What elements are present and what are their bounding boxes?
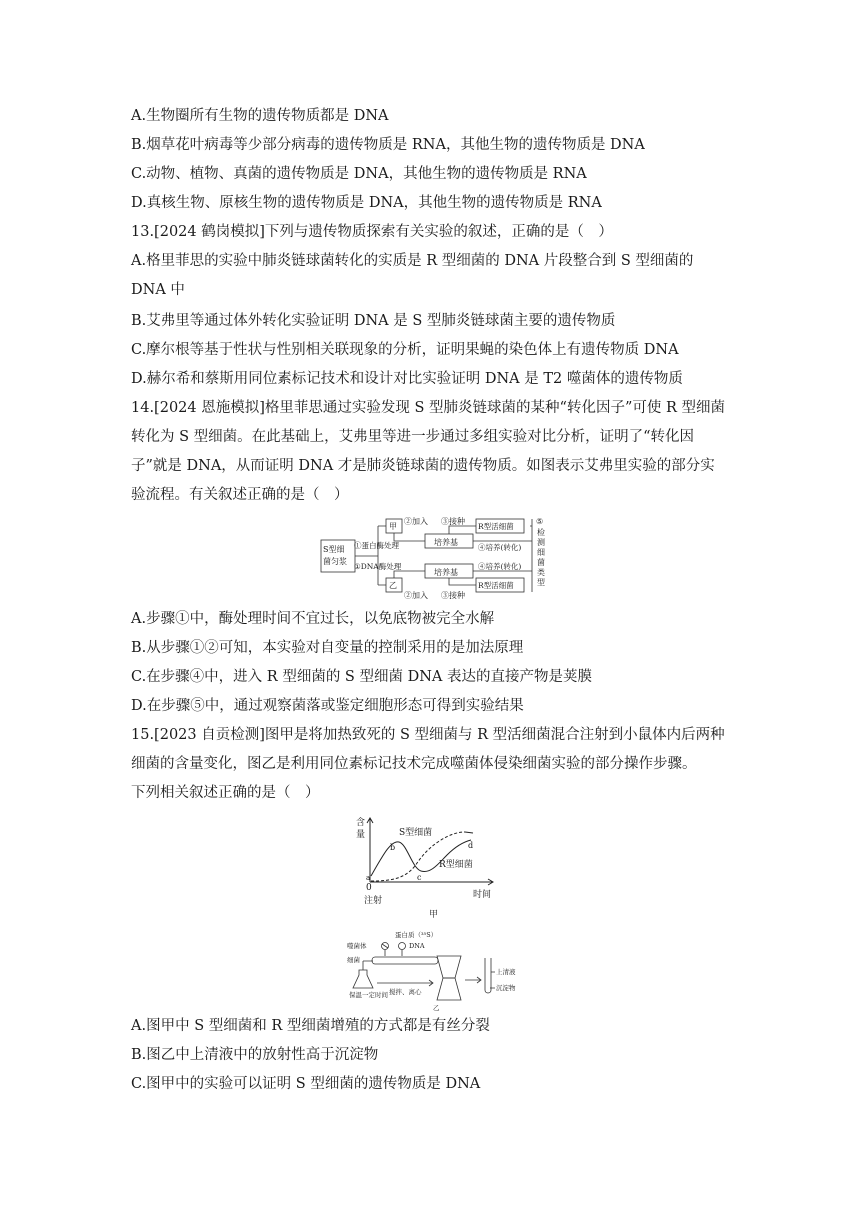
incubate-label: 保温一定时间 bbox=[349, 991, 388, 999]
option-13d: D.赫尔希和蔡斯用同位素标记技术和设计对比实验证明 DNA 是 T2 噬菌体的遗传物质 bbox=[131, 371, 683, 387]
phage-marker bbox=[382, 944, 388, 948]
step5-label-2: 检 bbox=[537, 528, 545, 537]
r-live-label-top: R型活细菌 bbox=[478, 522, 514, 531]
question-14-line-1: 14.[2024 恩施模拟]格里菲思通过实验发现 S 型肺炎链球菌的某种“转化因子”可使 R 型细菌 bbox=[131, 400, 725, 416]
protein-label: 蛋白质（³⁵S） bbox=[395, 931, 438, 939]
question-15-line-1: 15.[2023 自贡检测]图甲是将加热致死的 S 型细菌与 R 型活细菌混合注射到小鼠体内后两种 bbox=[131, 727, 725, 743]
step1-dnase: ①DNA酶处理 bbox=[354, 562, 402, 571]
step2-add-bottom: ②加入 bbox=[404, 591, 428, 600]
option-12b: B.烟草花叶病毒等少部分病毒的遗传物质是 RNA，其他生物的遗传物质是 DNA bbox=[131, 137, 645, 153]
step4-culture-top: ④培养(转化) bbox=[478, 543, 522, 552]
curve-tail-d bbox=[465, 832, 473, 833]
y-axis-label-2: 量 bbox=[356, 830, 366, 840]
bacterium-shape bbox=[372, 957, 438, 964]
incubation-flask-icon bbox=[353, 970, 373, 988]
option-13c: C.摩尔根等基于性状与性别相关联现象的分析，证明果蝇的染色体上有遗传物质 DNA bbox=[131, 342, 679, 358]
option-14b: B.从步骤①②可知，本实验对自变量的控制采用的是加法原理 bbox=[131, 640, 524, 656]
figure-15-graph-jia bbox=[355, 810, 515, 922]
option-13a-continued: DNA 中 bbox=[131, 282, 185, 298]
s-homogenate-label-1: S型细 bbox=[323, 545, 345, 554]
step5-label-3: 测 bbox=[537, 538, 545, 547]
question-14-line-2: 转化为 S 型细菌。在此基础上，艾弗里等进一步通过多组实验对比分析，证明了“转化因 bbox=[131, 429, 695, 445]
point-d-label: d bbox=[468, 841, 474, 850]
option-15b: B.图乙中上清液中的放射性高于沉淀物 bbox=[131, 1047, 379, 1063]
x-axis-label: 时间 bbox=[473, 890, 492, 900]
step2-add-top: ②加入 bbox=[404, 517, 428, 526]
question-15-line-2: 细菌的含量变化，图乙是利用同位素标记技术完成噬菌体侵染细菌实验的部分操作步骤。 bbox=[131, 756, 697, 772]
r-live-label-bottom: R型活细菌 bbox=[478, 581, 514, 590]
step4-culture-bottom: ④培养(转化) bbox=[478, 562, 522, 571]
figure-jia-caption: 甲 bbox=[429, 910, 439, 920]
option-14d: D.在步骤⑤中，通过观察菌落或鉴定细胞形态可得到实验结果 bbox=[131, 698, 524, 714]
centrifuge-tube-top bbox=[437, 956, 461, 978]
r-type-label: R型细菌 bbox=[439, 860, 473, 870]
figure-yi-caption: 乙 bbox=[433, 1004, 440, 1012]
s-type-label: S型细菌 bbox=[399, 828, 433, 838]
point-c-label: c bbox=[417, 873, 422, 882]
inject-label: 注射 bbox=[364, 896, 383, 906]
step5-label-1: ⑤ bbox=[536, 517, 544, 526]
centrifuge-tube-bottom bbox=[437, 978, 461, 1000]
question-15-line-3: 下列相关叙述正确的是（ ） bbox=[131, 785, 320, 801]
step1-protease: ①蛋白酶处理 bbox=[354, 541, 399, 550]
figure-15-diagram-yi bbox=[345, 928, 535, 1012]
phage-dna-core bbox=[399, 943, 406, 950]
y-axis bbox=[367, 818, 373, 882]
option-15c: C.图甲中的实验可以证明 S 型细菌的遗传物质是 DNA bbox=[131, 1076, 481, 1092]
dna-label: DNA bbox=[409, 942, 425, 950]
option-14c: C.在步骤④中，进入 R 型细菌的 S 型细菌 DNA 表达的直接产物是荚膜 bbox=[131, 669, 592, 685]
medium-label-top: 培养基 bbox=[434, 538, 458, 547]
phage-label: 噬菌体 bbox=[347, 942, 367, 950]
step5-label-5: 菌 bbox=[537, 558, 545, 567]
figure-14-flowchart bbox=[318, 514, 558, 600]
step5-label-4: 细 bbox=[537, 548, 545, 557]
step3-inoculate-top: ③接种 bbox=[441, 517, 465, 526]
step5-label-6: 类 bbox=[537, 568, 545, 577]
question-14-line-4: 验流程。有关叙述正确的是（ ） bbox=[131, 487, 349, 503]
origin-label: 0 bbox=[366, 883, 372, 893]
yi-label: 乙 bbox=[389, 581, 397, 590]
option-12c: C.动物、植物、真菌的遗传物质是 DNA，其他生物的遗传物质是 RNA bbox=[131, 166, 587, 182]
option-13a: A.格里菲思的实验中肺炎链球菌转化的实质是 R 型细菌的 DNA 片段整合到 S 型细菌的 bbox=[131, 253, 694, 269]
s-homogenate-label-2: 菌匀浆 bbox=[323, 557, 347, 566]
point-a-label: a bbox=[366, 874, 371, 882]
question-13: 13.[2024 鹤岗模拟]下列与遗传物质探索有关实验的叙述，正确的是（ ） bbox=[131, 224, 613, 240]
question-14-line-3: 子”就是 DNA，从而证明 DNA 才是肺炎链球菌的遗传物质。如图表示艾弗里实验的部分实 bbox=[131, 458, 715, 474]
point-b-label: b bbox=[390, 843, 396, 852]
process-arrow bbox=[377, 980, 433, 986]
option-12d: D.真核生物、原核生物的遗传物质是 DNA，其他生物的遗传物质是 RNA bbox=[131, 195, 602, 211]
option-15a: A.图甲中 S 型细菌和 R 型细菌增殖的方式都是有丝分裂 bbox=[131, 1018, 490, 1034]
precipitate-label: 沉淀物 bbox=[496, 984, 516, 992]
bacteria-label: 细菌 bbox=[347, 956, 360, 964]
option-14a: A.步骤①中，酶处理时间不宜过长，以免底物被完全水解 bbox=[131, 611, 495, 627]
option-12a: A.生物圈所有生物的遗传物质都是 DNA bbox=[131, 108, 389, 124]
step3-inoculate-bottom: ③接种 bbox=[441, 591, 465, 600]
jia-label: 甲 bbox=[389, 522, 397, 531]
supernatant-label: 上清液 bbox=[496, 968, 516, 976]
option-13b: B.艾弗里等通过体外转化实验证明 DNA 是 S 型肺炎链球菌主要的遗传物质 bbox=[131, 313, 616, 329]
stir-centrifuge-label: 搅拌、离心 bbox=[389, 988, 422, 996]
medium-label-bottom: 培养基 bbox=[434, 568, 458, 577]
r-type-curve bbox=[371, 840, 474, 876]
step5-label-7: 型 bbox=[537, 578, 545, 587]
y-axis-label-1: 含 bbox=[356, 818, 366, 828]
